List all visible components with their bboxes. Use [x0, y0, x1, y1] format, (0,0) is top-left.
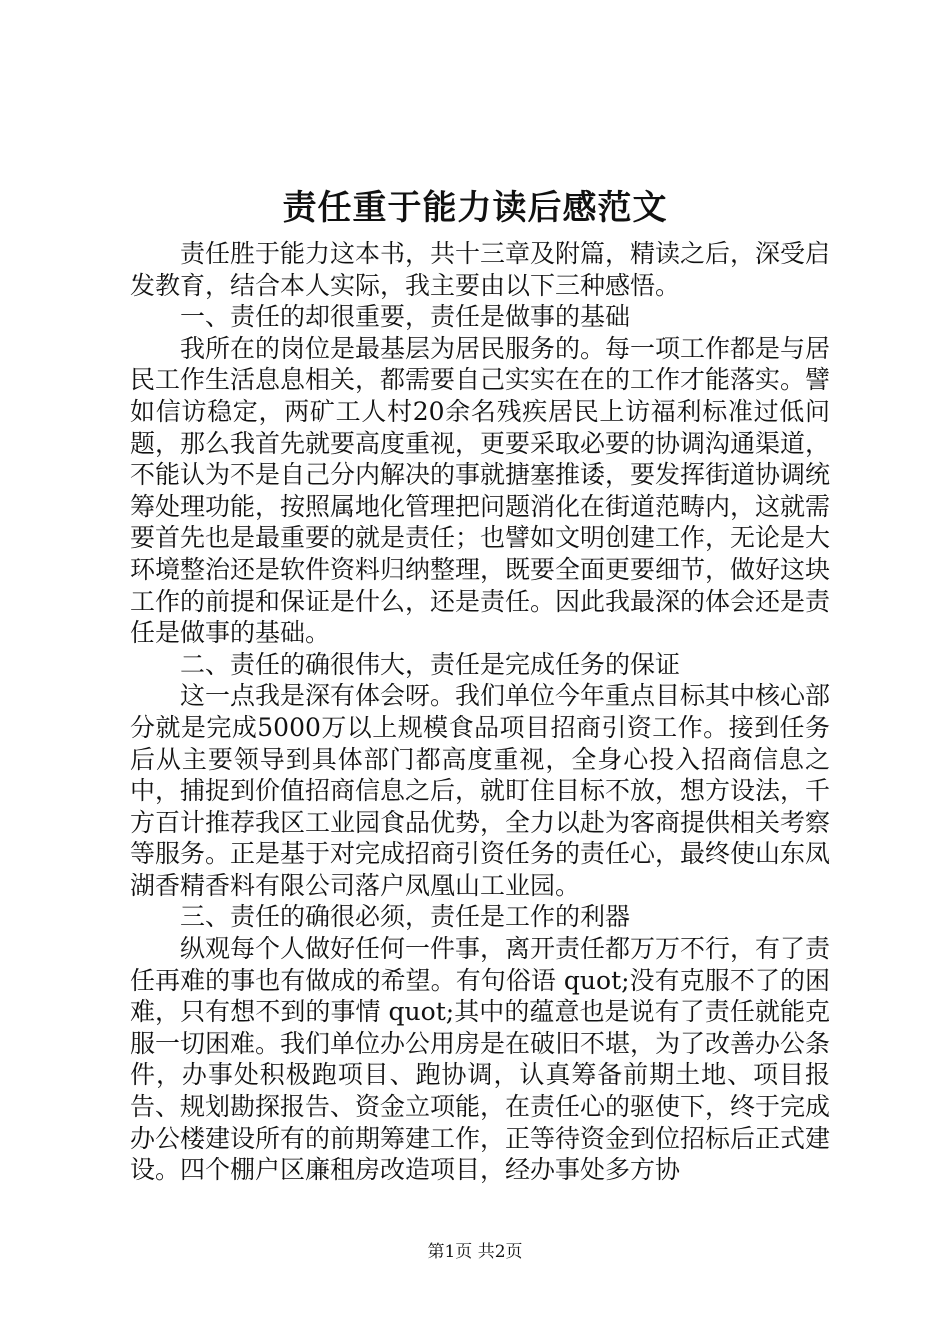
section-1-paragraph: 我所在的岗位是最基层为居民服务的。每一项工作都是与居民工作生活息息相关，都需要自己实实在在的工作才能落实。譬如信访稳定，两矿工人村20余名残疾居民上访福利标准过低问题，那么我首先就要高度重视，更要采取必要的协调沟通渠道，不能认为不是自己分内解决的事就搪塞推诿，要发挥街道协调统筹处理功能，按照属地化管理把问题消化在街道范畴内，这就需要首先也是最重要的就是责任；也譬如文明创建工作，无论是大环境整治还是软件资料归纳整理，既要全面更要细节，做好这块工作的前提和保证是什么，还是责任。因此我最深的体会还是责任是做事的基础。	[130, 333, 831, 648]
section-3-heading: 三、责任的确很必须，责任是工作的利器	[180, 902, 631, 932]
section-2-heading: 二、责任的确很伟大，责任是完成任务的保证	[180, 649, 681, 679]
section-3-paragraph: 纵观每个人做好任何一件事，离开责任都万万不行，有了责任再难的事也有做成的希望。有句俗语 quot;没有克服不了的困难，只有想不到的事情 quot;其中的蕴意也是说有了责任就能克服一切困难。我们单位办公用房是在破旧不堪，为了改善办公条件，办事处积极跑项目、跑协调，认真筹备前期土地、项目报告、规划勘探报告、资金立项能，在责任心的驱使下，终于完成办公楼建设所有的前期筹建工作，正等待资金到位招标后正式建设。四个棚户区廉租房改造项目，经办事处多方协	[130, 934, 831, 1185]
intro-paragraph: 责任胜于能力这本书，共十三章及附篇，精读之后，深受启发教育，结合本人实际，我主要由以下三种感悟。	[130, 239, 831, 300]
document-title: 责任重于能力读后感范文	[282, 188, 668, 228]
section-2-paragraph: 这一点我是深有体会呀。我们单位今年重点目标其中核心部分就是完成5000万以上规模食品项目招商引资工作。接到任务后从主要领导到具体部门都高度重视，全身心投入招商信息之中，捕捉到价值招商信息之后，就盯住目标不放，想方设法，千方百计推荐我区工业园食品优势，全力以赴为客商提供相关考察等服务。正是基于对完成招商引资任务的责任心，最终使山东凤湖香精香料有限公司落户凤凰山工业园。	[130, 681, 831, 900]
document-body	[130, 238, 830, 1186]
page-footer: 第1页 共2页	[427, 1242, 523, 1262]
section-1-heading: 一、责任的却很重要，责任是做事的基础	[180, 302, 631, 332]
